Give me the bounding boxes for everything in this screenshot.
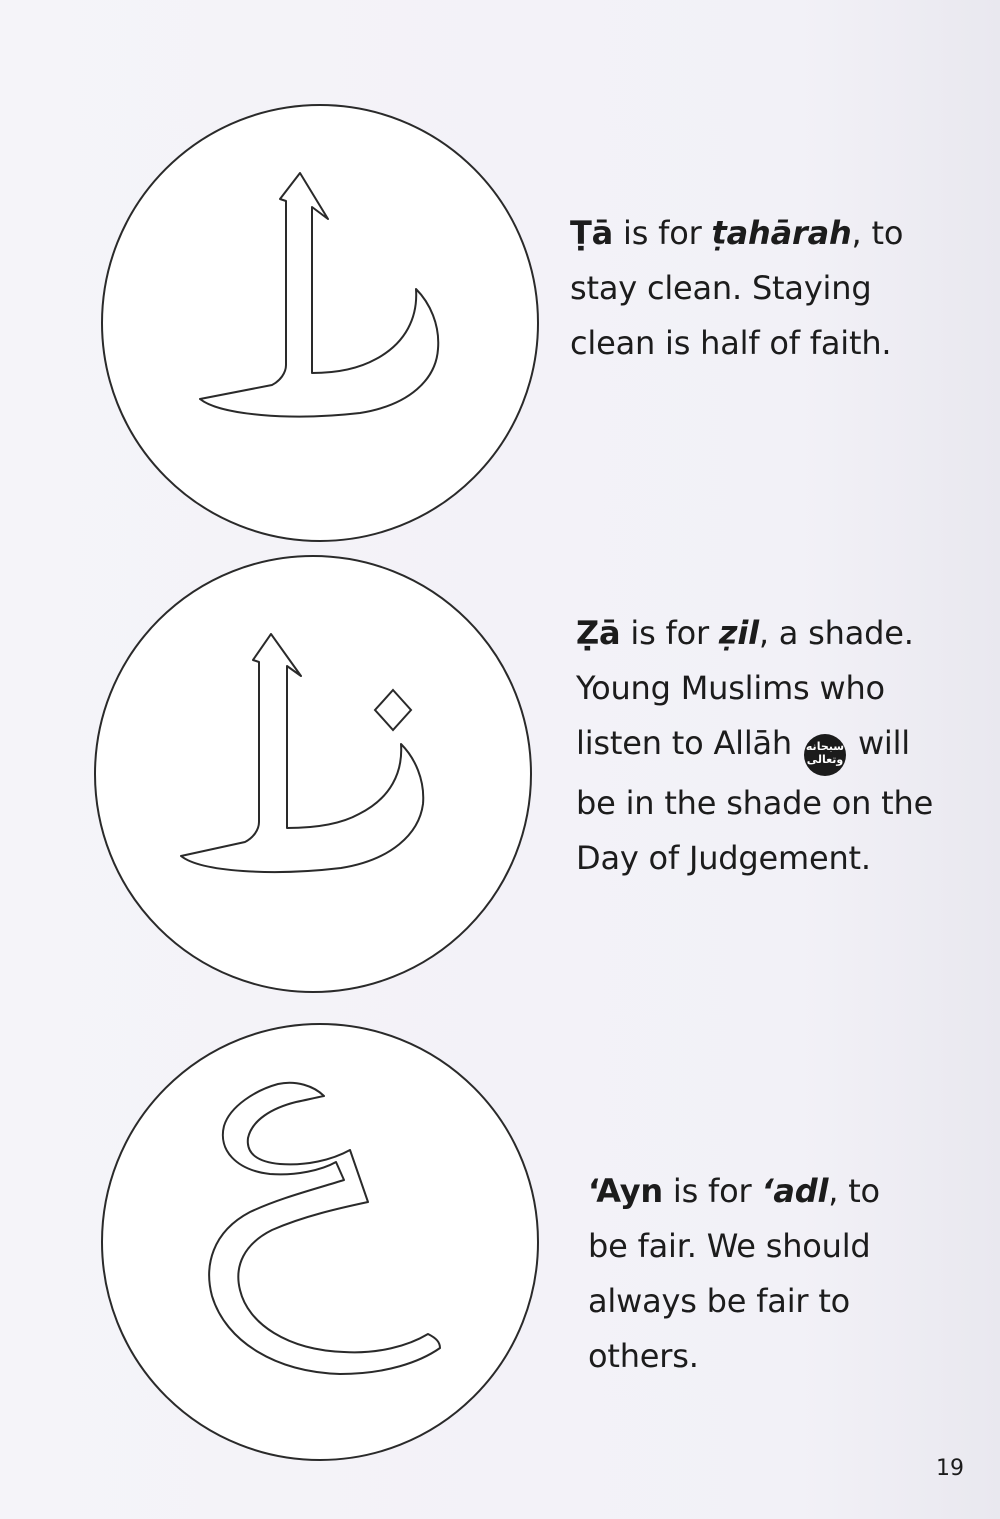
entry-za-line-3: listen to Allāh سبحانه وتعالى will: [576, 716, 933, 776]
letter-name-ta: Ṭā: [570, 214, 614, 252]
letter-name-ayn: ‘Ayn: [588, 1172, 663, 1210]
entry-ayn-line-4: others.: [588, 1337, 699, 1375]
entry-za-line-4: be in the shade on the: [576, 784, 934, 822]
entry-ayn-line-1: ‘Ayn is for ‘adl, to: [588, 1172, 880, 1210]
letter-za-circle: [93, 554, 533, 994]
entry-ayn-line-3: always be fair to: [588, 1282, 851, 1320]
letter-ayn-circle: [100, 1022, 540, 1462]
arabic-letter-za-outline-icon: [93, 554, 533, 994]
word-adl: ‘adl: [761, 1172, 829, 1210]
entry-za-line-5: Day of Judgement.: [576, 839, 871, 877]
letter-ta-circle: [100, 103, 540, 543]
entry-ta-line-2: stay clean. Staying: [570, 269, 872, 307]
entry-ta-line-1: Ṭā is for ṭahārah, to: [570, 214, 904, 252]
entry-ta-text: [570, 206, 903, 371]
entry-ayn-line-2: be fair. We should: [588, 1227, 871, 1265]
entry-za-line-1: Ẓā is for ẓil, a shade.: [576, 614, 914, 652]
entry-za-text: [576, 606, 933, 886]
word-zil: ẓil: [718, 614, 759, 652]
arabic-letter-ayn-outline-icon: [100, 1022, 540, 1462]
entry-ta-line-3: clean is half of faith.: [570, 324, 892, 362]
honorific-badge: سبحانه وتعالى: [804, 734, 846, 776]
page-number: 19: [936, 1456, 964, 1481]
entry-ayn-text: [588, 1164, 880, 1384]
letter-name-za: Ẓā: [576, 614, 621, 652]
word-taharah: ṭahārah: [711, 214, 852, 252]
arabic-letter-ta-outline-icon: [100, 103, 540, 543]
entry-za-line-2: Young Muslims who: [576, 669, 885, 707]
